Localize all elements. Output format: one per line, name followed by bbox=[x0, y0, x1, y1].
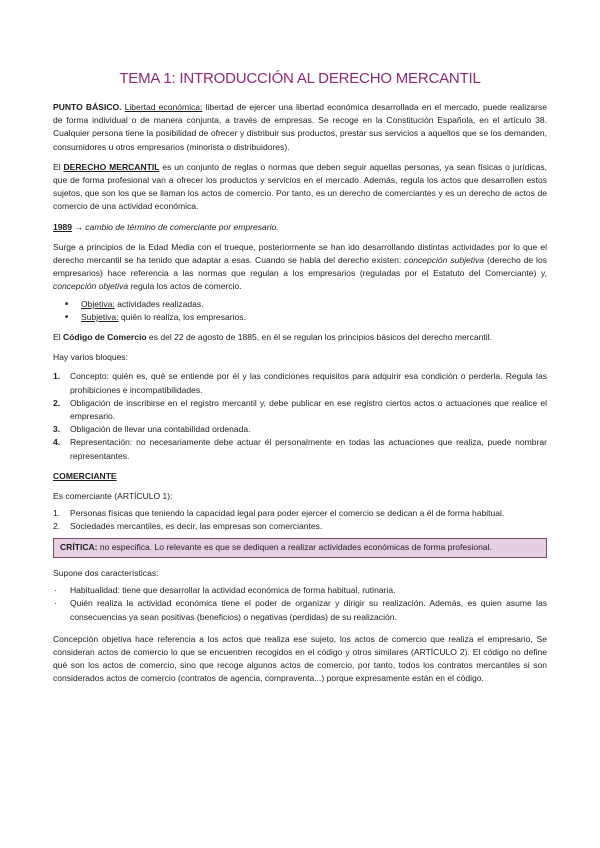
list-text: Habitualidad: tiene que desarrollar la actividad económica de forma habitual, rutinaria. bbox=[70, 585, 396, 596]
list-item bbox=[53, 584, 547, 597]
document-page bbox=[53, 70, 547, 686]
list-number: 1. bbox=[53, 371, 61, 382]
list-text: Personas físicas que teniendo la capacidad legal para poder ejercer el comercio se dedican a él de forma habitual. bbox=[70, 508, 505, 519]
concepcion-subjetiva-term: concepción subjetiva bbox=[404, 255, 485, 266]
caracteristicas-list bbox=[53, 584, 547, 624]
list-item bbox=[53, 436, 547, 462]
punto-basico-text: libertad de ejercer una libertad económica desarrollada en el mercado, puede realizarse de forma individual o de manera conjunta, a través de empresas. Se recoge en la Constitución Española, en el artículo 38. Cualquier persona tiene la posibilidad de ofrecer y distribuir sus productos, prestar sus servicios a aquellos que se los demanden, consumidores u otros empresarios (minorista o distribuidores). bbox=[53, 102, 547, 152]
objetiva-paragraph: Concepción objetiva hace referencia a los actos que realiza ese sujeto, los actos de comercio que realiza el empresario, Se consideran actos de comercio lo que se encuentren recogidos en el código y otros similares (ARTÍCULO 2). El código no define qué son los actos de comercio, sino que recoge algunos actos de comercio, por tanto, todos los contratos mercantiles si son considerados actos de comercio (contratos de agencia, compraventa...) porque expresamente están en el código. bbox=[53, 633, 547, 684]
concepciones-list bbox=[53, 298, 547, 324]
bullet-icon: · bbox=[54, 585, 57, 596]
comerciante-list bbox=[53, 507, 547, 533]
comerciante-intro: Es comerciante (ARTÍCULO 1): bbox=[53, 491, 173, 502]
list-item bbox=[53, 507, 547, 520]
bloques-list bbox=[53, 370, 547, 462]
list-item bbox=[53, 597, 547, 623]
hito-paragraph bbox=[53, 221, 547, 234]
list-text: Representación: no necesariamente debe actuar él personalmente en todas las actuaciones que realiza, puede nombrar representantes. bbox=[70, 437, 547, 461]
libertad-economica-term: Libertad económica: bbox=[124, 102, 203, 112]
bloques-intro: Hay varios bloques: bbox=[53, 352, 129, 363]
codigo-comercio-term: Código de Comercio bbox=[62, 332, 147, 343]
concepcion-term: Objetiva: bbox=[81, 298, 115, 309]
codigo-pre: El bbox=[53, 332, 63, 343]
concepcion-text: quién lo realiza, los empresarios. bbox=[118, 311, 246, 322]
concepcion-objetiva-term: concepción objetiva bbox=[53, 281, 129, 292]
punto-basico-label: PUNTO BÁSICO. bbox=[53, 102, 122, 112]
historia-text-3: regula los actos de comercio. bbox=[128, 281, 242, 292]
hito-text: cambio de término de comerciante por empresario. bbox=[82, 221, 279, 232]
list-text: Quién realiza la actividad económica tiene el poder de organizar y dirigir su realización. Además, es quien asume las consecuencias ya sean positivas (beneficios) o negativas (perdidas) de su realización. bbox=[70, 598, 547, 622]
list-number: 3. bbox=[53, 424, 61, 435]
list-text: Obligación de inscribirse en el registro mercantil y, debe publicar en ese registro ciertos actos o actuaciones que realice el empresario. bbox=[70, 397, 547, 422]
definicion-paragraph bbox=[53, 161, 547, 214]
comerciante-heading: COMERCIANTE bbox=[53, 470, 117, 481]
list-number: 2. bbox=[53, 521, 61, 532]
list-item bbox=[53, 370, 547, 396]
derecho-mercantil-term: DERECHO MERCANTIL bbox=[63, 161, 160, 172]
concepcion-text: actividades realizadas. bbox=[114, 298, 204, 309]
list-number: 1. bbox=[53, 508, 61, 519]
concepcion-term: Subjetiva: bbox=[81, 311, 119, 322]
historia-text-2: (derecho de los empresarios) hace referencia a las normas que regulan a los empresarios (reguladas por el Estatuto del Comerciante) y, bbox=[53, 255, 547, 279]
definicion-pre: El bbox=[53, 161, 64, 172]
page-title: TEMA 1: INTRODUCCIÓN AL DERECHO MERCANTIL bbox=[119, 70, 481, 87]
punto-basico-paragraph bbox=[53, 101, 547, 154]
bullet-icon: · bbox=[54, 598, 57, 609]
critica-label: CRÍTICA: bbox=[60, 541, 98, 552]
list-item bbox=[53, 311, 547, 324]
arrow-right-icon: → bbox=[74, 221, 83, 232]
list-item bbox=[53, 423, 547, 436]
list-item bbox=[53, 397, 547, 423]
list-text: Sociedades mercantiles, es decir, las empresas son comerciantes. bbox=[70, 521, 323, 532]
critica-callout bbox=[53, 538, 547, 558]
list-number: 2. bbox=[53, 397, 61, 408]
hito-year: 1989 bbox=[53, 221, 73, 232]
caracteristicas-intro: Supone dos características: bbox=[53, 567, 159, 578]
list-text: Obligación de llevar una contabilidad ordenada. bbox=[70, 424, 251, 435]
list-number: 4. bbox=[53, 437, 61, 448]
definicion-text: es un conjunto de reglas o normas que deben seguir aquellas personas, ya sean físicas o jurídicas, que de forma profesional van a ofrecer los productos y servicios en el mercado. Además, regula los actos que desarrollen estos sujetos, que son los que se llaman los actos de comercio. Por tanto, es un derecho de comerciantes y es un derecho de actos de comercio de una actividad económica. bbox=[53, 161, 547, 212]
list-item bbox=[53, 298, 547, 311]
historia-text-1: Surge a principios de la Edad Media con el trueque, posteriormente se han ido desarrollando distintas actividades por lo que el derecho mercantil se ha tenido que adaptar a esas. Cuando se habla del derecho existen: bbox=[53, 241, 547, 266]
list-item bbox=[53, 520, 547, 533]
list-text: Concepto: quién es, qué se entiende por él y las condiciones requisitos para adquirir esa condición o perderla. Regula las prohibiciones e incompatibilidades. bbox=[70, 371, 547, 395]
codigo-paragraph bbox=[53, 331, 547, 344]
historia-paragraph bbox=[53, 241, 547, 294]
critica-text: no especifica. Lo relevante es que se dediquen a realizar actividades económicas de forma profesional. bbox=[97, 541, 492, 552]
codigo-text: es del 22 de agosto de 1885, en él se regulan los principios básicos del derecho mercantil. bbox=[146, 332, 492, 343]
